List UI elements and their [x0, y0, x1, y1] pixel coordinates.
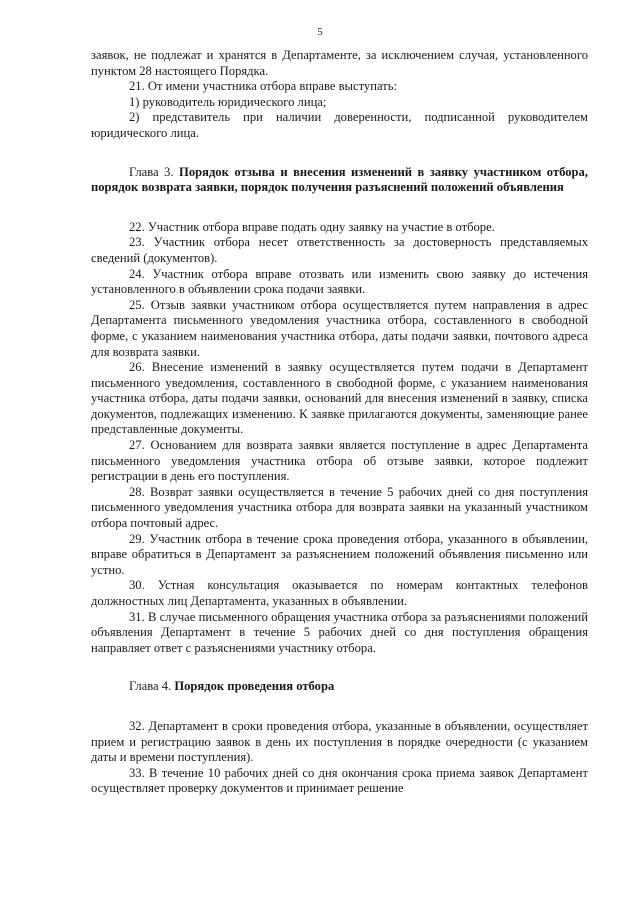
paragraph: 25. Отзыв заявки участником отбора осуществляется путем направления в адрес Департамента письменного уведомления участника отбора, составленного в свободной форме, с указанием наименования участника отбора, даты подачи заявки, почтового адреса для возврата заявки.	[91, 297, 588, 359]
paragraph: 23. Участник отбора несет ответственность за достоверность представляемых сведений (документов).	[91, 235, 588, 265]
chapter-heading	[91, 679, 588, 695]
paragraph: 30. Устная консультация оказывается по номерам контактных телефонов должностных лиц Департамента, указанных в объявлении.	[91, 578, 588, 608]
chapter-title: Порядок проведения отбора	[174, 679, 335, 694]
paragraph: 22. Участник отбора вправе подать одну заявку на участие в отборе.	[129, 219, 495, 234]
page-number: 5	[317, 26, 323, 38]
paragraph: 24. Участник отбора вправе отозвать или изменить свою заявку до истечения установленного в объявлении срока подачи заявки.	[91, 266, 588, 297]
chapter-label: Глава 3.	[129, 164, 174, 179]
paragraph: 29. Участник отбора в течение срока проведения отбора, указанного в объявлении, вправе обратиться в Департамент за разъяснением положений объявления письменно или устно.	[91, 531, 588, 577]
chapter-heading	[91, 165, 588, 196]
paragraph: 31. В случае письменного обращения участника отбора за разъяснениями положений объявления Департамент в течение 5 рабочих дней со дня поступления обращения направляет ответ с разъяснениями участнику отбора.	[91, 609, 588, 655]
paragraph: 1) руководитель юридического лица;	[129, 94, 327, 109]
chapter-label: Глава 4.	[129, 679, 172, 694]
chapter-title: Порядок отзыва и внесения изменений в заявку участником отбора, порядок возврата заявки, порядок получения разъяснений положений объявления	[91, 164, 588, 195]
paragraph: заявок, не подлежат и хранятся в Департаменте, за исключением случая, установленного пунктом 28 настоящего Порядка.	[91, 48, 588, 78]
paragraph: 27. Основанием для возврата заявки является поступление в адрес Департамента письменного уведомления участника отбора об отзыве заявки, которое подлежит регистрации в день его поступления.	[91, 438, 588, 484]
paragraph: 33. В течение 10 рабочих дней со дня окончания срока приема заявок Департамент осуществляет проверку документов и принимает решение	[91, 765, 588, 796]
paragraph: 21. От имени участника отбора вправе выступать:	[129, 79, 397, 94]
paragraph: 32. Департамент в сроки проведения отбора, указанные в объявлении, осуществляет прием и регистрацию заявок в день их поступления в порядке очередности (с указанием даты и времени поступления).	[91, 718, 588, 765]
paragraph: 26. Внесение изменений в заявку осуществляется путем подачи в Департамент письменного уведомления, составленного в свободной форме, с указанием наименования участника отбора, даты подачи заявки, оснований для внесения изменений в заявку, списка документов, подлежащих изменению. К заявке прилагаются документы, заменяющие ранее представленные документы.	[91, 360, 588, 437]
paragraph: 2) представитель при наличии доверенности, подписанной руководителем юридического лица.	[91, 110, 588, 140]
document-body	[91, 48, 588, 797]
paragraph: 28. Возврат заявки осуществляется в течение 5 рабочих дней со дня поступления письменного уведомления участника отбора для возврата заявки на указанный участником отбора почтовый адрес.	[91, 484, 588, 531]
